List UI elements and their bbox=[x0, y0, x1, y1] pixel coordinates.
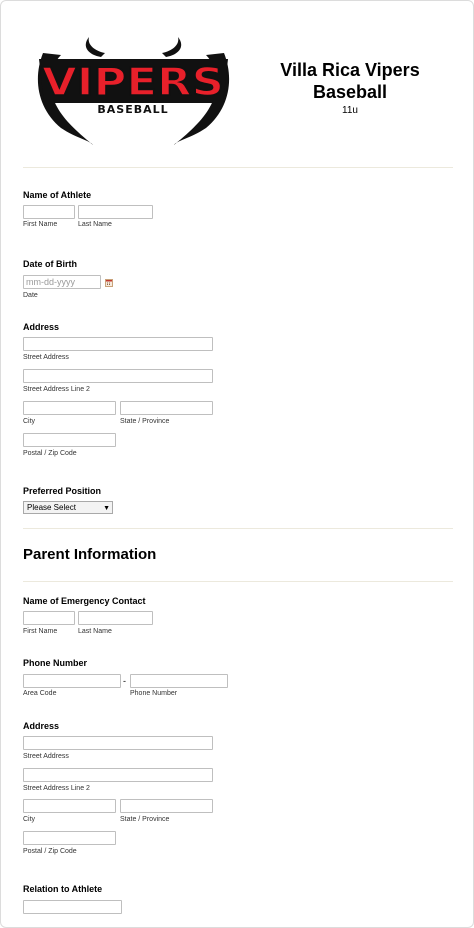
parent-zip-input[interactable] bbox=[23, 831, 116, 845]
preferred-position-select[interactable] bbox=[23, 501, 113, 514]
athlete-first-name-input[interactable] bbox=[23, 205, 75, 219]
emergency-last-name-sublabel: Last Name bbox=[78, 628, 112, 635]
parent-street-address-sublabel: Street Address bbox=[23, 753, 69, 760]
parent-info-heading: Parent Information bbox=[23, 546, 157, 563]
emergency-first-name-input[interactable] bbox=[23, 611, 75, 625]
preferred-position-value: Please Select bbox=[27, 503, 76, 512]
emergency-contact-label: Name of Emergency Contact bbox=[23, 596, 146, 606]
zip-sublabel: Postal / Zip Code bbox=[23, 450, 77, 457]
dob-sublabel: Date bbox=[23, 292, 38, 299]
street-address-input[interactable] bbox=[23, 337, 213, 351]
phone-separator: - bbox=[123, 676, 126, 686]
parent-state-input[interactable] bbox=[120, 799, 213, 813]
dob-input[interactable]: mm-dd-yyyy bbox=[23, 275, 101, 289]
athlete-last-name-sublabel: Last Name bbox=[78, 221, 112, 228]
parent-zip-sublabel: Postal / Zip Code bbox=[23, 848, 77, 855]
street-address-line2-sublabel: Street Address Line 2 bbox=[23, 386, 90, 393]
street-address-line2-input[interactable] bbox=[23, 369, 213, 383]
athlete-first-name-sublabel: First Name bbox=[23, 221, 58, 228]
calendar-icon[interactable] bbox=[105, 279, 113, 287]
header-divider bbox=[23, 167, 453, 168]
state-input[interactable] bbox=[120, 401, 213, 415]
parent-street-address-line2-input[interactable] bbox=[23, 768, 213, 782]
parent-street-address-line2-sublabel: Street Address Line 2 bbox=[23, 785, 90, 792]
parent-street-address-input[interactable] bbox=[23, 736, 213, 750]
city-sublabel: City bbox=[23, 418, 36, 425]
parent-city-sublabel: City bbox=[23, 816, 36, 823]
parent-city-input[interactable] bbox=[23, 799, 116, 813]
form-title: Villa Rica Vipers Baseball bbox=[280, 60, 420, 102]
form-subtitle: 11u bbox=[342, 105, 358, 116]
logo-vipers-text: VIPERS bbox=[42, 60, 224, 104]
zip-input[interactable] bbox=[23, 433, 116, 447]
section-divider-2 bbox=[23, 581, 453, 582]
phone-number-label: Phone Number bbox=[23, 658, 88, 668]
area-code-sublabel: Area Code bbox=[23, 690, 57, 697]
dob-label: Date of Birth bbox=[23, 259, 77, 269]
relation-label: Relation to Athlete bbox=[23, 884, 103, 894]
phone-number-input[interactable] bbox=[130, 674, 228, 688]
parent-state-sublabel: State / Province bbox=[120, 816, 170, 823]
area-code-input[interactable] bbox=[23, 674, 121, 688]
preferred-position-label: Preferred Position bbox=[23, 486, 102, 496]
emergency-last-name-input[interactable] bbox=[78, 611, 153, 625]
athlete-name-label: Name of Athlete bbox=[23, 190, 92, 200]
state-sublabel: State / Province bbox=[120, 418, 170, 425]
city-input[interactable] bbox=[23, 401, 116, 415]
address-label: Address bbox=[23, 322, 60, 332]
phone-number-sublabel: Phone Number bbox=[130, 690, 178, 697]
athlete-last-name-input[interactable] bbox=[78, 205, 153, 219]
vipers-logo bbox=[31, 33, 236, 149]
logo-baseball-text: BASEBALL bbox=[97, 103, 169, 116]
chevron-down-icon: ▼ bbox=[103, 505, 110, 512]
emergency-first-name-sublabel: First Name bbox=[23, 628, 58, 635]
parent-address-label: Address bbox=[23, 721, 60, 731]
section-divider-1 bbox=[23, 528, 453, 529]
street-address-sublabel: Street Address bbox=[23, 354, 69, 361]
relation-input[interactable] bbox=[23, 900, 122, 914]
